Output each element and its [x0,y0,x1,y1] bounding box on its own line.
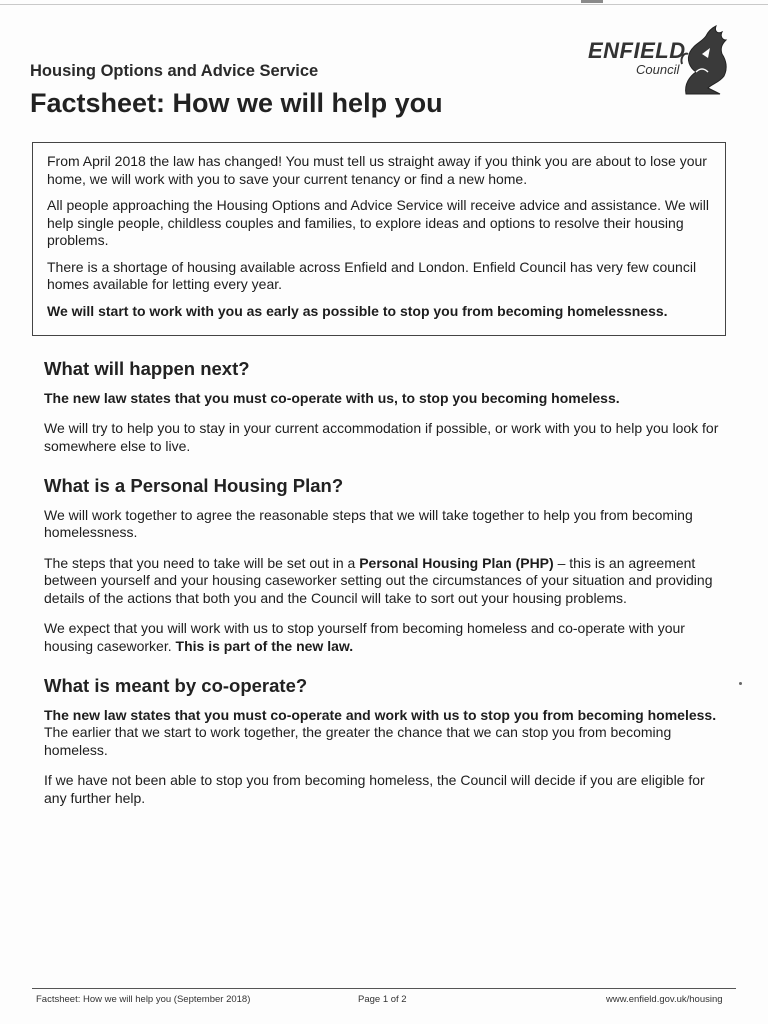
intro-paragraph: From April 2018 the law has changed! You must tell us straight away if you think you are about to lose your home, we will work with you to save your current tenancy or find a new home. [47,153,707,187]
section-lead: The new law states that you must co-operate with us, to stop you becoming homeless. [44,389,620,406]
section-what-next [44,360,726,455]
intro-paragraph: All people approaching the Housing Options and Advice Service will receive advice and assistance. We will help single people, childless couples and families, to explore ideas and options to resolve their housing problems. [47,197,709,248]
section-paragraph [44,620,726,655]
logo-subtext: Council [636,62,680,77]
scan-speck [739,682,742,685]
php-term: Personal Housing Plan (PHP) [359,554,554,571]
intro-paragraph: There is a shortage of housing available across Enfield and London. Enfield Council has very few council homes available for letting every year. [47,258,697,292]
text-run: – this is an agreement between yourself and your housing caseworker setting out the circumstances of your situation and providing details of the actions that both you and the Council will take to sort out your housing problems. [44,554,713,606]
section-heading: What is meant by co-operate? [44,675,308,696]
section-paragraph: We will try to help you to stay in your current accommodation if possible, or work with you to help you look for somewhere else to live. [44,420,719,454]
dragon-icon [676,24,732,96]
text-run: The steps that you need to take will be set out in a [44,554,360,571]
scan-edge-line [0,0,768,5]
page-title: Factsheet: How we will help you [30,88,443,118]
section-co-operate [44,677,726,807]
footer-page-number: Page 1 of 2 [358,994,407,1005]
intro-box [32,142,726,336]
scan-mark [581,0,603,3]
text-run: The earlier that we start to work together, the greater the chance that we can stop you from becoming homeless. [44,724,672,758]
text-run: We expect that you will work with us to stop yourself from becoming homeless and co-operate with your housing caseworker. [44,620,685,654]
enfield-council-logo [558,36,738,116]
section-paragraph [44,555,726,608]
logo-wordmark: ENFIELD [588,38,686,63]
footer-document-title: Factsheet: How we will help you (September 2018) [36,994,251,1005]
section-heading: What is a Personal Housing Plan? [44,475,344,496]
section-paragraph [44,707,726,760]
service-name: Housing Options and Advice Service [30,62,319,80]
section-paragraph: We will work together to agree the reasonable steps that we will take together to help you from becoming homelessness. [44,506,693,540]
section-heading: What will happen next? [44,358,250,379]
section-paragraph: If we have not been able to stop you from becoming homeless, the Council will decide if you are eligible for any further help. [44,772,705,806]
page-header [30,38,738,122]
main-content [44,360,726,829]
intro-emphasis: We will start to work with you as early as possible to stop you from becoming homelessness. [47,302,668,319]
section-personal-housing-plan [44,477,726,655]
footer-divider [32,988,736,989]
footer-website-link[interactable]: www.enfield.gov.uk/housing [606,994,723,1005]
law-emphasis: The new law states that you must co-operate and work with us to stop you from becoming homeless. [44,706,717,723]
law-emphasis: This is part of the new law. [175,637,354,654]
